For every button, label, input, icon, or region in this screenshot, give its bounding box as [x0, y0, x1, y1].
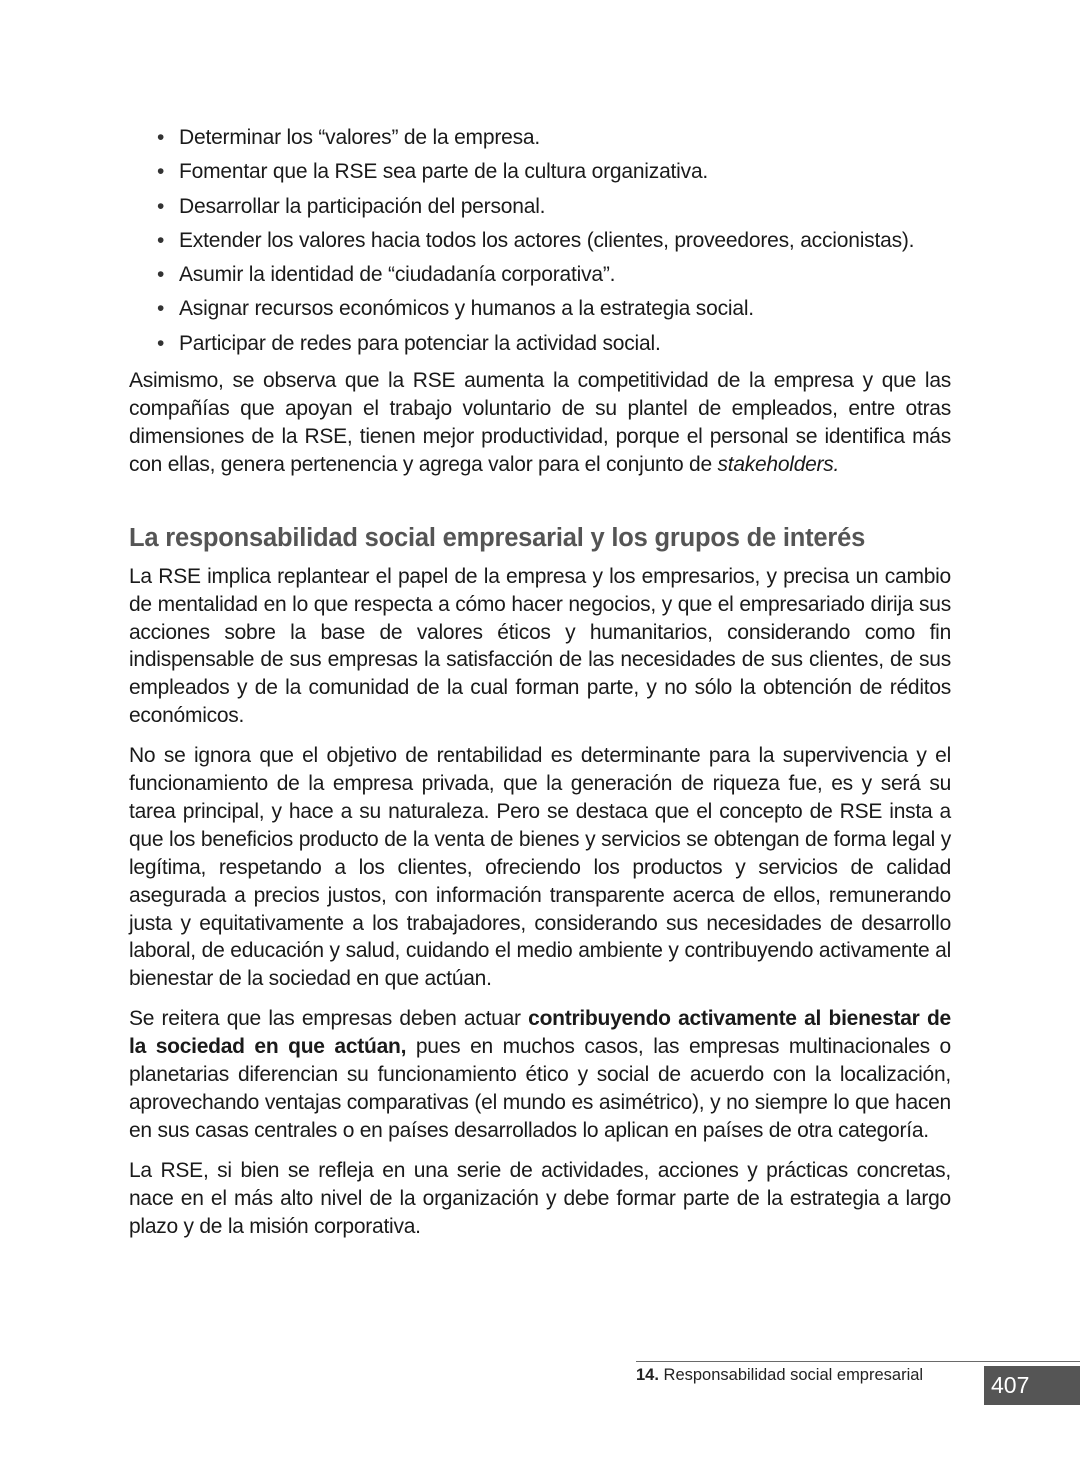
italic-term: stakeholders. — [717, 452, 840, 476]
bullet-list — [129, 121, 951, 361]
chapter-number: 14. — [636, 1366, 659, 1384]
paragraph-text: Se reitera que las empresas deben actuar — [129, 1007, 529, 1031]
bullet-item: • Participar de redes para potenciar la actividad social. — [129, 327, 951, 361]
page-content — [129, 121, 951, 1241]
paragraph-rentabilidad: No se ignora que el objetivo de rentabilidad es determinante para la supervivencia y el funcionamiento de la empresa privada, que la generación de riqueza fue, es y será su tarea principal, y hace a su naturaleza. Pero se destaca que el concepto de RSE insta a que los beneficios producto de la venta de bienes y servicios se obtengan de forma legal y legítima, respetando a los clientes, ofreciendo los productos y servicios de calidad asegurada a precios justos, con información transparente acerca de ellos, remunerando justa y equitativamente a los trabajadores, considerando sus necesidades de desarrollo laboral, de educación y salud, cuidando el medio ambiente y contribuyendo activamente al bienestar de la sociedad en que actúan. — [129, 744, 951, 991]
footer-divider — [636, 1361, 1080, 1362]
paragraph-reitera — [129, 1005, 951, 1145]
bullet-item: • Asignar recursos económicos y humanos a la estrategia social. — [129, 292, 951, 326]
paragraph-replantear: La RSE implica replantear el papel de la empresa y los empresarios, y precisa un cambio de mentalidad en lo que respecta a cómo hacer negocios, y que el empresariado dirija sus acciones sobre la base de valores éticos y humanitarios, considerando como fin indispensable de sus empresas la satisfacción de las necesidades de sus clientes, de sus empleados y de la comunidad de la cual forman parte, y no sólo la obtención de réditos económicos. — [129, 564, 951, 728]
bullet-item: • Determinar los “valores” de la empresa. — [129, 121, 951, 155]
bullet-item: • Asumir la identidad de “ciudadanía corporativa”. — [129, 258, 951, 292]
bold-emphasis: contribuyendo activamente al bienestar de la sociedad en que actúan, — [129, 1007, 951, 1059]
paragraph-text: pues en muchos casos, las empresas multinacionales o planetarias diferencian su funcionamiento ético y social de acuerdo con la localización, aprovechando ventajas comparativas (el mundo es asimétrico), y no siempre lo que hacen en sus casas centrales o en países desarrollados lo aplican en países de otra categoría. — [129, 1035, 951, 1142]
chapter-title: Responsabilidad social empresarial — [663, 1366, 924, 1384]
page-number: 407 — [984, 1366, 1080, 1405]
paragraph-competitividad — [129, 367, 951, 479]
section-heading: La responsabilidad social empresarial y los grupos de interés — [129, 523, 866, 552]
bullet-item: • Fomentar que la RSE sea parte de la cultura organizativa. — [129, 155, 951, 189]
bullet-item: • Extender los valores hacia todos los actores (clientes, proveedores, accionistas). — [129, 224, 951, 258]
running-footer — [636, 1366, 923, 1385]
paragraph-text: Asimismo, se observa que la RSE aumenta la competitividad de la empresa y que las compañías que apoyan el trabajo voluntario de su plantel de empleados, entre otras dimensiones de la RSE, tienen mejor productividad, porque el personal se identifica más con ellas, genera pertenencia y agrega valor para el conjunto de — [129, 369, 951, 476]
bullet-item: • Desarrollar la participación del personal. — [129, 190, 951, 224]
paragraph-estrategia: La RSE, si bien se refleja en una serie de actividades, acciones y prácticas concretas, nace en el más alto nivel de la organización y debe formar parte de la estrategia a largo plazo y de la misión corporativa. — [129, 1158, 951, 1238]
